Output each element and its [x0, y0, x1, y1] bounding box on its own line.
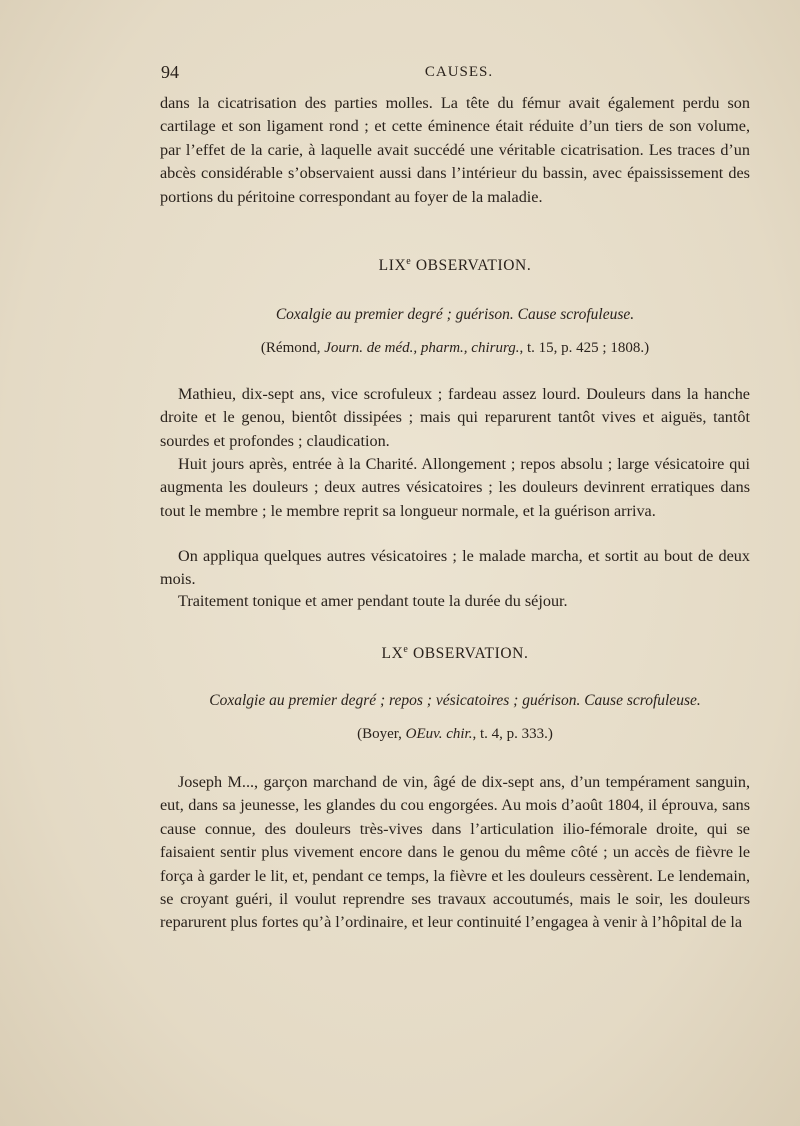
- observation-59-reference: (Rémond, Journ. de méd., pharm., chirurg., t. 15, p. 425 ; 1808.): [260, 340, 650, 356]
- observation-59-subtitle: Coxalgie au premier degré ; guérison. Cause scrofuleuse.: [275, 306, 635, 323]
- observation-59-paragraph-1: Mathieu, dix-sept ans, vice scrofuleux ; fardeau assez lourd. Douleurs dans la hanche droite et le genou, bientôt dissipées ; mais qui reparurent tantôt vives et aiguës, tantôt sourdes et profondes ; claudication.: [160, 385, 750, 450]
- observation-59-paragraph-3: On appliqua quelques autres vésicatoires ; le malade marcha, et sortit au bout de deux mois.: [160, 547, 750, 589]
- observation-60-paragraph-1: Joseph M..., garçon marchand de vin, âgé de dix-sept ans, d’un tempérament sanguin, eut, dans sa jeunesse, les glandes du cou engorgées. Au mois d’août 1804, il éprouva, sans cause connue, des douleurs très-vives dans l’articulation ilio-fémorale droite, qui se faisaient sentir plus vivement encore dans le genou du même côté ; un accès de fièvre le força à garder le lit, et, pendant ce temps, la fièvre et les douleurs cessèrent. Le lendemain, se croyant guéri, il voulut reprendre ses travaux accoutumés, mais le soir, les douleurs reparurent plus fortes qu’à l’ordinaire, et leur continuité l’engagea à venir à l’hôpital de la: [160, 773, 750, 932]
- intro-paragraph: dans la cicatrisation des parties molles. La tête du fémur avait également perdu son cartilage et son ligament rond ; et cette éminence était réduite d’un tiers de son volume, par l’effet de la carie, à laquelle avait succédé une véritable cicatrisation. Les traces d’un abcès considérable s’observaient aussi dans l’intérieur du bassin, avec épaississement des portions du péritoine correspondant au foyer de la maladie.: [160, 94, 750, 206]
- observation-59-title: LIXe OBSERVATION.: [378, 256, 532, 274]
- observation-59-paragraph-2: Huit jours après, entrée à la Charité. Allongement ; repos absolu ; large vésicatoire qui augmenta les douleurs ; deux autres vésicatoires ; les douleurs devinrent erratiques dans tout le membre ; le membre reprit sa longueur normale, et la guérison arriva.: [160, 455, 750, 520]
- page-number: 94: [161, 62, 179, 82]
- observation-59-paragraph-4: Traitement tonique et amer pendant toute la durée du séjour.: [178, 592, 568, 610]
- page-header: [161, 62, 749, 88]
- observation-60-subtitle: Coxalgie au premier degré ; repos ; vésicatoires ; guérison. Cause scrofuleuse.: [209, 692, 701, 709]
- observation-60-reference: (Boyer, OEuv. chir., t. 4, p. 333.): [357, 726, 553, 742]
- running-head: CAUSES.: [424, 64, 494, 80]
- observation-60-title: LXe OBSERVATION.: [381, 644, 529, 662]
